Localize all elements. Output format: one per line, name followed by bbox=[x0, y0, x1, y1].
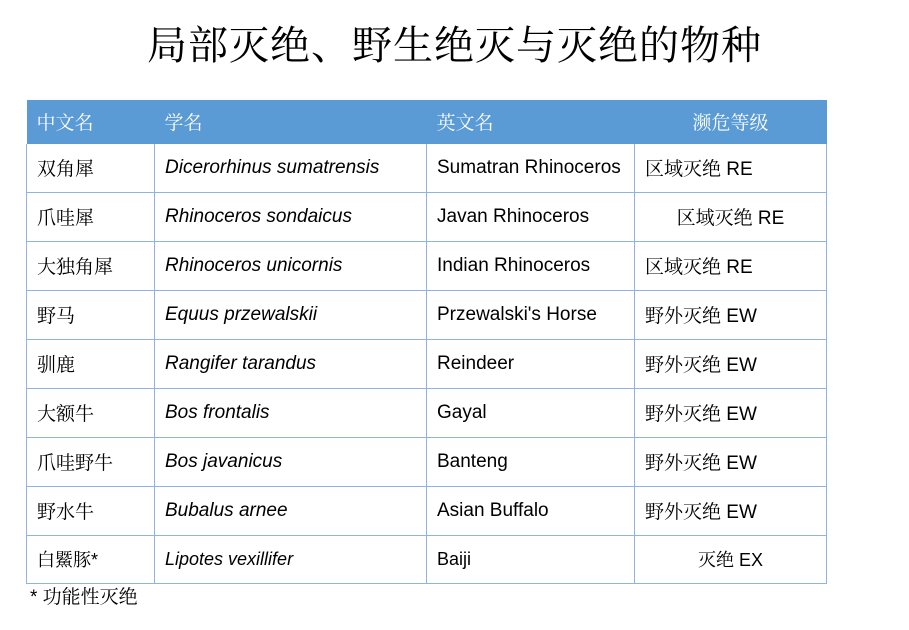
column-header-status: 濒危等级 bbox=[635, 100, 827, 144]
cell-status: 灭绝 EX bbox=[635, 536, 827, 584]
cell-chinese-name: 爪哇犀 bbox=[27, 193, 155, 242]
page-title: 局部灭绝、野生绝灭与灭绝的物种 bbox=[147, 24, 762, 68]
cell-english-name: Banteng bbox=[427, 438, 635, 487]
cell-status: 野外灭绝 EW bbox=[635, 340, 827, 389]
table-row bbox=[27, 536, 827, 584]
species-table-container bbox=[26, 100, 826, 584]
cell-english-name: Asian Buffalo bbox=[427, 487, 635, 536]
table-body bbox=[27, 144, 827, 584]
cell-english-name: Gayal bbox=[427, 389, 635, 438]
column-header-chinese-name: 中文名 bbox=[27, 100, 155, 144]
cell-chinese-name: 大额牛 bbox=[27, 389, 155, 438]
table-header bbox=[27, 100, 827, 144]
cell-chinese-name: 野水牛 bbox=[27, 487, 155, 536]
cell-chinese-name: 野马 bbox=[27, 291, 155, 340]
cell-status: 野外灭绝 EW bbox=[635, 487, 827, 536]
cell-english-name: Przewalski's Horse bbox=[427, 291, 635, 340]
column-header-english-name: 英文名 bbox=[427, 100, 635, 144]
column-header-scientific-name: 学名 bbox=[155, 100, 427, 144]
cell-scientific-name: Bos javanicus bbox=[155, 438, 427, 487]
cell-english-name: Javan Rhinoceros bbox=[427, 193, 635, 242]
table-row bbox=[27, 242, 827, 291]
table-row bbox=[27, 340, 827, 389]
cell-english-name: Reindeer bbox=[427, 340, 635, 389]
cell-scientific-name: Rhinoceros unicornis bbox=[155, 242, 427, 291]
table-row bbox=[27, 438, 827, 487]
cell-scientific-name: Dicerorhinus sumatrensis bbox=[155, 144, 427, 193]
table-header-row bbox=[27, 100, 827, 144]
cell-status: 野外灭绝 EW bbox=[635, 291, 827, 340]
cell-scientific-name: Lipotes vexillifer bbox=[155, 536, 427, 584]
species-table bbox=[26, 100, 827, 584]
cell-status: 野外灭绝 EW bbox=[635, 389, 827, 438]
cell-scientific-name: Bos frontalis bbox=[155, 389, 427, 438]
cell-english-name: Baiji bbox=[427, 536, 635, 584]
cell-english-name: Indian Rhinoceros bbox=[427, 242, 635, 291]
cell-scientific-name: Equus przewalskii bbox=[155, 291, 427, 340]
cell-scientific-name: Bubalus arnee bbox=[155, 487, 427, 536]
table-row bbox=[27, 193, 827, 242]
table-row bbox=[27, 291, 827, 340]
cell-chinese-name: 驯鹿 bbox=[27, 340, 155, 389]
cell-chinese-name: 大独角犀 bbox=[27, 242, 155, 291]
table-row bbox=[27, 389, 827, 438]
footnote: * 功能性灭绝 bbox=[30, 587, 138, 608]
cell-status: 区域灭绝 RE bbox=[635, 144, 827, 193]
cell-chinese-name: 白鱀豚* bbox=[27, 536, 155, 584]
table-row bbox=[27, 144, 827, 193]
cell-status: 区域灭绝 RE bbox=[635, 193, 827, 242]
cell-scientific-name: Rangifer tarandus bbox=[155, 340, 427, 389]
cell-english-name: Sumatran Rhinoceros bbox=[427, 144, 635, 193]
cell-status: 区域灭绝 RE bbox=[635, 242, 827, 291]
cell-status: 野外灭绝 EW bbox=[635, 438, 827, 487]
cell-chinese-name: 双角犀 bbox=[27, 144, 155, 193]
cell-scientific-name: Rhinoceros sondaicus bbox=[155, 193, 427, 242]
table-row bbox=[27, 487, 827, 536]
cell-chinese-name: 爪哇野牛 bbox=[27, 438, 155, 487]
